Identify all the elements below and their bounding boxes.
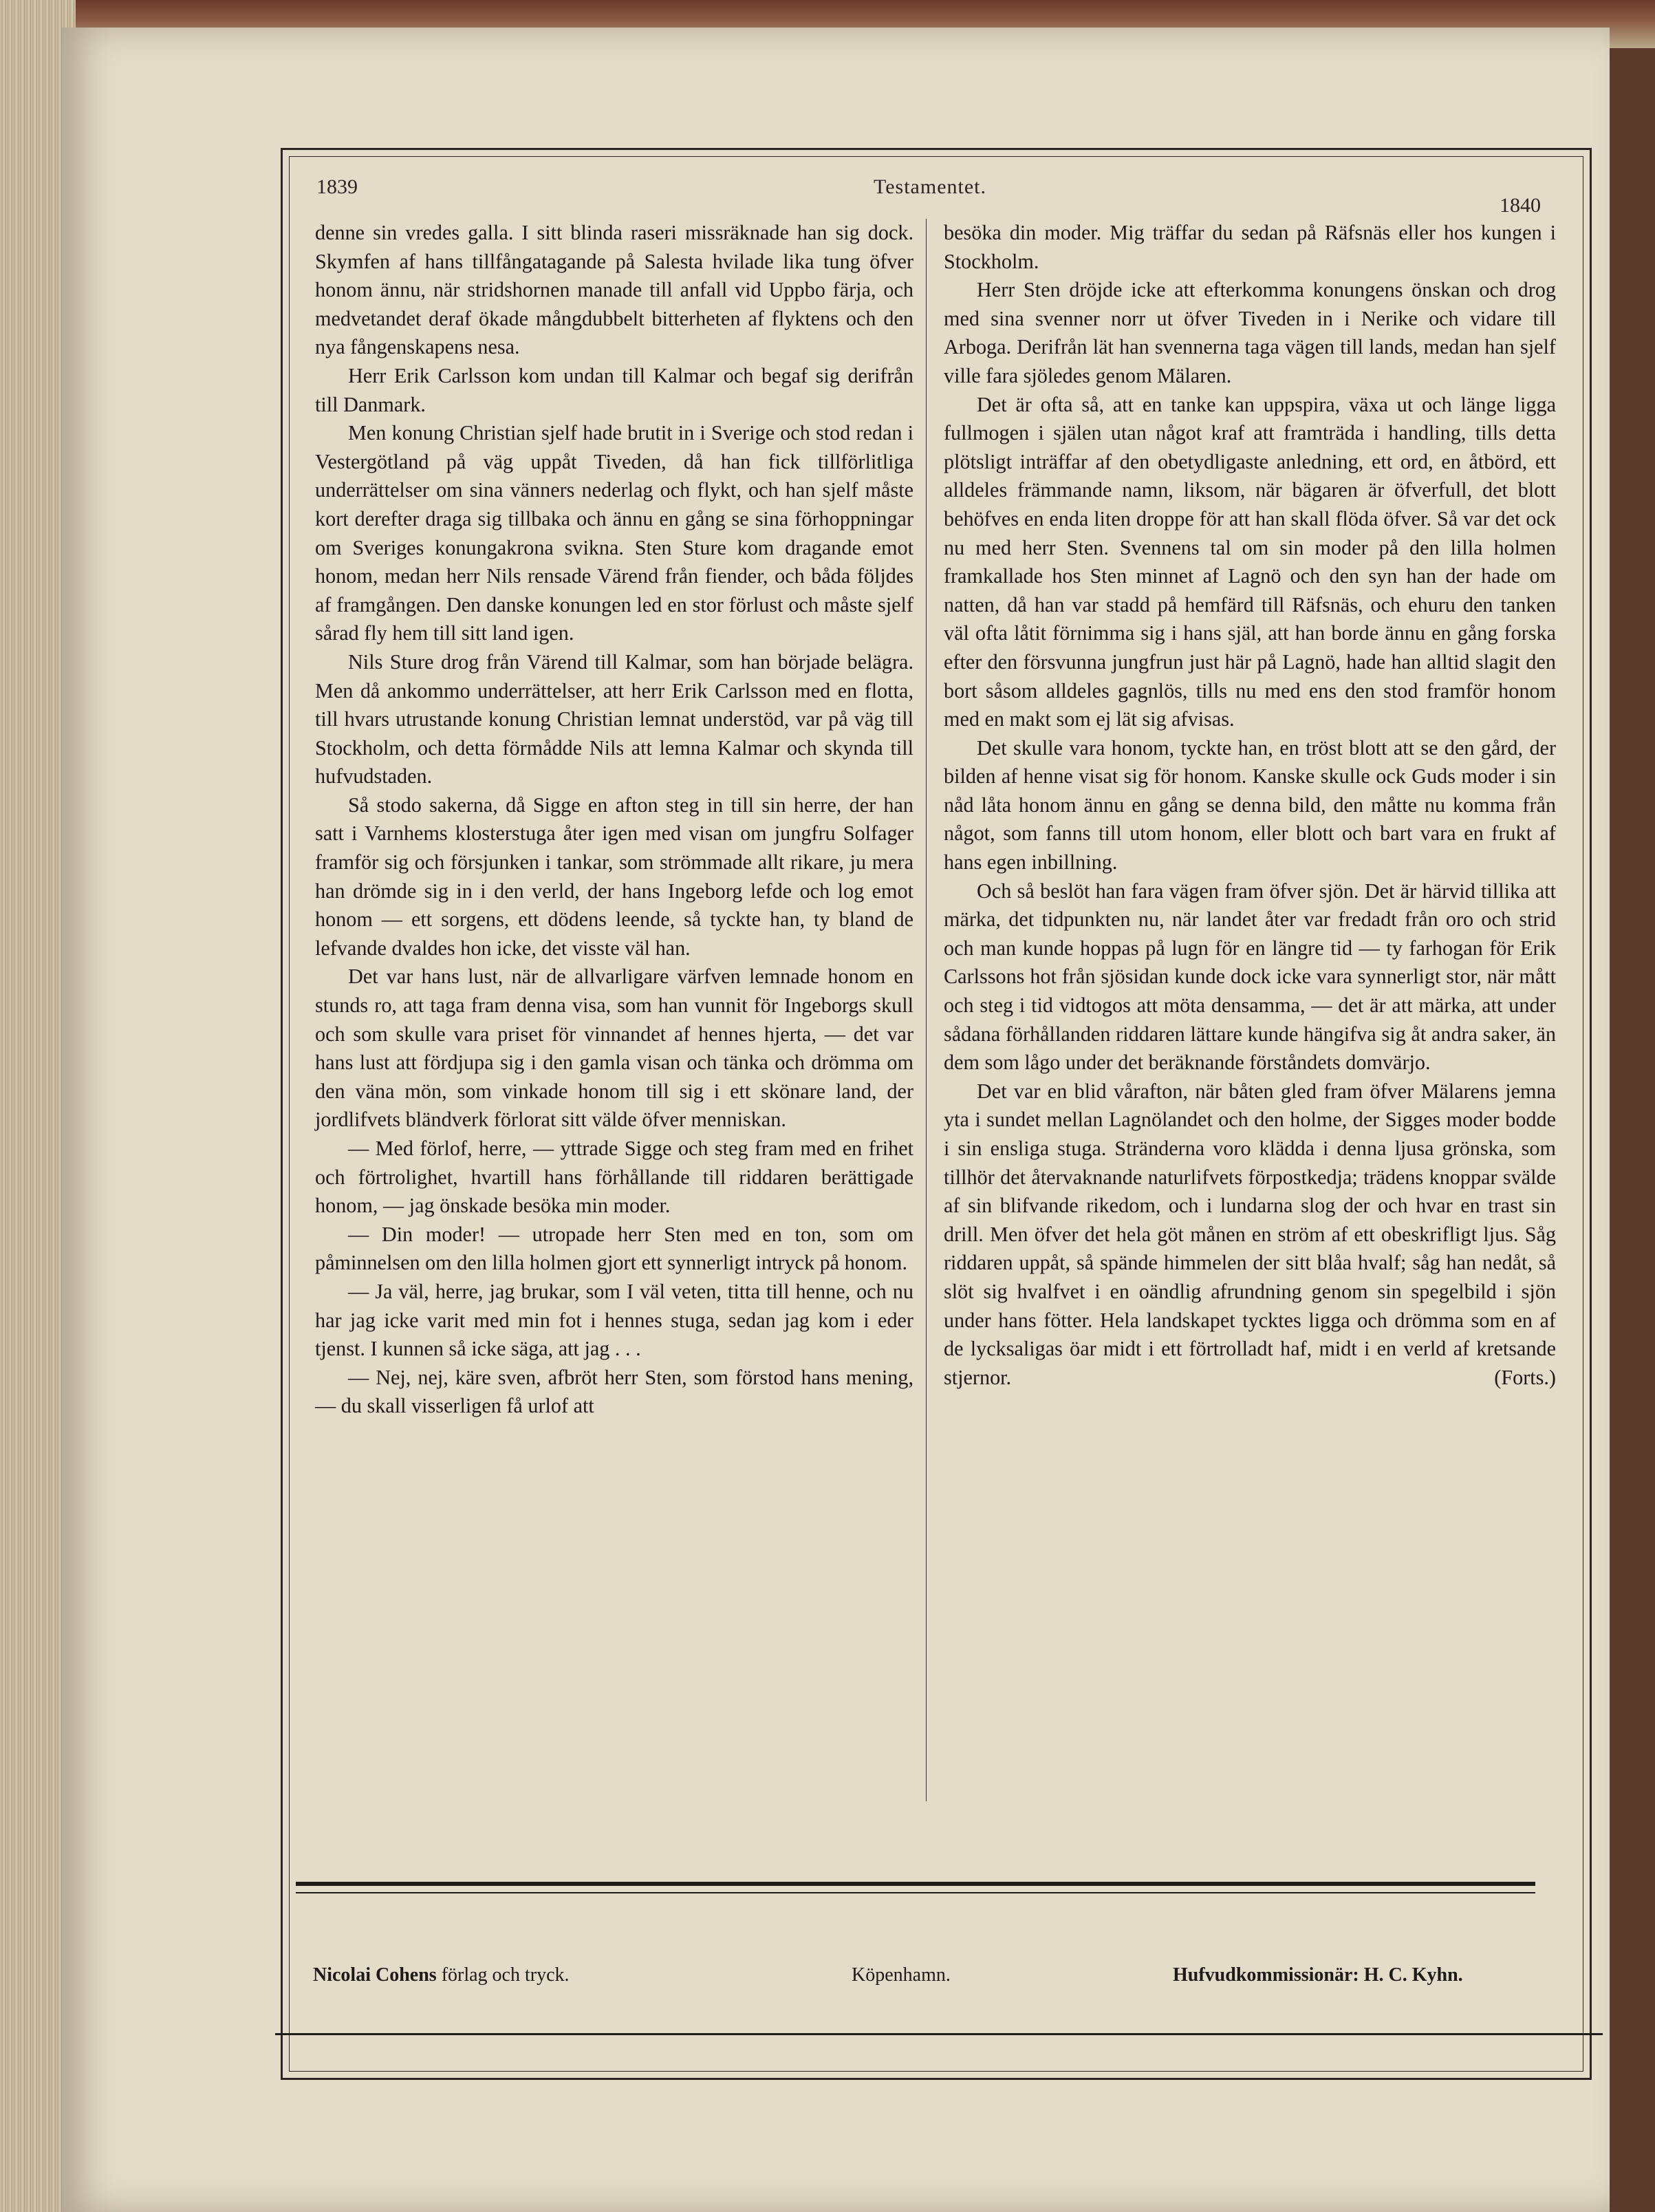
paragraph: — Din moder! — utropade herr Sten med en ton, som om påminnelsen om den lilla holmen gjort ett synnerligt intryck på honom. bbox=[315, 1222, 913, 1275]
paragraph: Men konung Christian sjelf hade brutit in i Sverige och stod redan i Vestergötland på väg uppåt Tiveden, då han fick tillförlitliga underrättelser om sina vänners nederlag och flykt, och han sjelf måste kort derefter draga sig tillbaka och ännu en gång se sina förhoppningar om Sveriges konungakrona svikna. Sten Sture kom dragande emot honom, medan herr Nils rensade Värend från fiender, och båda följdes af framgången. Den danske konungen led en stor förlust och måste sjelf sårad fly hem till sitt land igen. bbox=[315, 421, 913, 645]
paragraph: — Ja väl, herre, jag brukar, som I väl veten, titta till henne, och nu har jag icke varit med min fot i hennes stuga, sedan jag kom i eder tjenst. I kunnen så icke säga, att jag . . . bbox=[315, 1279, 913, 1361]
paragraph: Herr Sten dröjde icke att efterkomma konungens önskan och drog med sina svenner norr ut öfver Tiveden in i Nerike och vidare till Arboga. Derifrån lät han svennerna taga vägen till lands, medan han sjelf ville fara sjöledes genom Mälaren. bbox=[944, 278, 1556, 387]
left-page-number: 1839 bbox=[316, 175, 358, 198]
publisher-name: Nicolai Cohens bbox=[313, 1964, 437, 1986]
paragraph: Herr Erik Carlsson kom undan till Kalmar och begaf sig derifrån till Danmark. bbox=[315, 363, 913, 416]
paragraph: Det skulle vara honom, tyckte han, en tröst blott att se den gård, der bilden af henne visat sig för honom. Kanske skulle ock Guds moder i sin nåd låta honom ännu en gång se denna bild, den måtte nu komma från något, som fanns till utom honom, eller blott och bart vara en frukt af hans egen inbillning. bbox=[944, 735, 1556, 874]
paragraph: Så stodo sakerna, då Sigge en afton steg in till sin herre, der han satt i Varnhems klosterstuga åter igen med visan om jungfru Solfager framför sig och försjunken i tankar, som strömmade allt rikare, ju mera han drömde sig in i den verld, der hans Ingeborg lefde och log emot honom — ett sorgens, ett dödens leende, så tyckte han, ty bland de lefvande dvaldes hon icke, det visste väl han. bbox=[315, 793, 913, 960]
paragraph: denne sin vredes galla. I sitt blinda raseri missräknade han sig dock. Skymfen af hans tillfångatagande på Salesta hvilade lika tung öfver honom ännu, när stridshornen manade till anfall vid Uppbo färja, och medvetandet deraf ökade mångdubbelt bitterheten af flyktens och den nya fångenskapens nesa. bbox=[315, 221, 913, 359]
footer-commission bbox=[1173, 1964, 1463, 1986]
right-page-number: 1840 bbox=[1500, 194, 1541, 217]
footer-rule-thick bbox=[296, 1882, 1535, 1886]
footer-rule-bottom bbox=[275, 2033, 1603, 2035]
paragraph: Det är ofta så, att en tanke kan uppspira, växa ut och länge ligga fullmogen i själen utan något kraf att framträda i handling, tills detta plötsligt inträffar af den obetydligaste anledning, ett ord, en åtbörd, ett alldeles främmande namn, liksom, när bägaren är öfverfull, det blott behöfves en enda liten droppe för att han skall flöda öfver. Så var det ock nu med herr Sten. Svennens tal om sin moder på den lilla holmen framkallade hos Sten minnet af Lagnö och den syn han der hade om natten, då han var stadd på hemfärd till Räfsnäs, och ehuru den tanken väl ofta låtit förnimma sig i hans själ, att han borde ännu en gång forska efter den försvunna jungfrun just här på Lagnö, hade han alltid slagit den bort såsom alldeles gagnlös, tills nu med ens den stod framför honom med en makt som ej lät sig afvisas. bbox=[944, 392, 1556, 731]
footer-publisher bbox=[313, 1964, 570, 1986]
paragraph: Det var hans lust, när de allvarligare värfven lemnade honom en stunds ro, att taga fram denna visa, som han vunnit för Ingeborgs skull och som skulle vara priset för vinnandet af hennes hjerta, — det var hans lust att fördjupa sig i den gamla visan och tänka och drömma om den väna mön, som vinkade honom till sig i ett skönare land, der jordlifvets bländverk förlorat sitt välde öfver menniskan. bbox=[315, 965, 913, 1132]
right-text-column bbox=[944, 219, 1556, 1392]
publisher-rest: förlag och tryck. bbox=[441, 1964, 570, 1986]
paragraph: besöka din moder. Mig träffar du sedan på Räfsnäs eller hos kungen i Stockholm. bbox=[944, 221, 1556, 273]
commission-label: Hufvudkommissionär: bbox=[1173, 1964, 1359, 1986]
paragraph: — Nej, nej, käre sven, afbröt herr Sten, som förstod hans mening, — du skall visserligen få urlof att bbox=[315, 1365, 913, 1418]
paragraph: Och så beslöt han fara vägen fram öfver sjön. Det är härvid tillika att märka, det tidpunkten nu, när landet åter var fredadt från oro och strid och man kunde hoppas på lugn för en längre tid — ty farhogan för Erik Carlssons hot från sjösidan kunde dock icke vara synnerligt stor, när mått och steg i tid vidtogos att möta densamma, — det är att märka, att under sådana förhållanden riddaren lättare kunde hängifva sig åt andra saker, än dem som lågo under det beräknande förståndets domvärjo. bbox=[944, 879, 1556, 1075]
paragraph: Nils Sture drog från Värend till Kalmar, som han började belägra. Men då ankommo underrättelser, att herr Erik Carlsson med en flotta, till hvars utrustande konung Christian lemnat understöd, var på väg till Stockholm, och detta förmådde Nils att lemna Kalmar och skynda till hufvudstaden. bbox=[315, 649, 913, 788]
paragraph-text: Det var en blid vårafton, när båten gled fram öfver Mälarens jemna yta i sundet mellan Lagnölandet och den holme, der Sigges moder bodde i sin ensliga stuga. Stränderna voro klädda i denna ljusa grönska, som tillhör det återvaknande naturlifvets förpostkedja; trädens knoppar svälde af sin blifvande rikedom, och i lundarna slog der och hvar en trast sin drill. Men öfver det hela göt månen en ström af ett obeskrifligt ljus. Såg riddaren uppåt, så spände himmelen der sitt blåa hvalf; såg han nedåt, så slöt sig hvalfvet i en oändlig afrundning genom sin spegelbild i sjön under hans fötter. Hela landskapet tycktes ligga och drömma som en af de lycksaligas öar midt i ett förtrolladt haf, midt i en verld af kretsande stjernor. bbox=[944, 1079, 1556, 1389]
footer-rule-thin bbox=[296, 1892, 1535, 1893]
running-title: Testamentet. bbox=[874, 175, 987, 198]
column-divider bbox=[926, 219, 927, 1801]
commission-name: H. C. Kyhn. bbox=[1363, 1964, 1463, 1986]
left-text-column bbox=[315, 219, 913, 1421]
paragraph: — Med förlof, herre, — yttrade Sigge och steg fram med en frihet och förtrolighet, hvartill hans förhållande till riddaren berättigade honom, — jag önskade besöka min moder. bbox=[315, 1137, 913, 1218]
footer-city: Köpenhamn. bbox=[852, 1964, 951, 1986]
continued-marker: (Forts.) bbox=[1494, 1365, 1556, 1389]
paragraph-last bbox=[944, 1077, 1556, 1393]
